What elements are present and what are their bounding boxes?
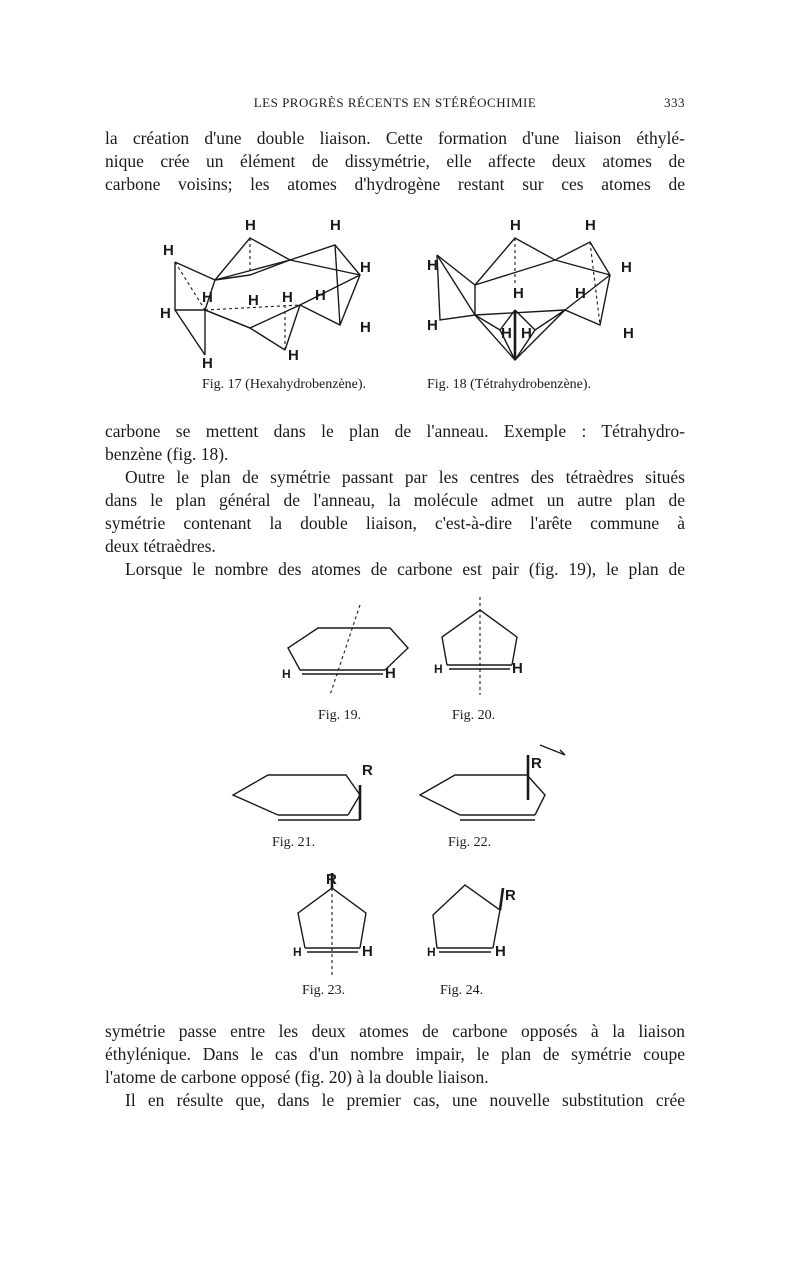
hydrogen-label: H	[513, 285, 524, 302]
running-head	[105, 95, 685, 115]
substituent-label: R	[326, 871, 337, 888]
text-line: dans le plan général de l'anneau, la molécule admet un autre plan de	[105, 490, 685, 510]
hydrogen-label: H	[293, 945, 302, 959]
hydrogen-label: H	[575, 285, 586, 302]
text-line: symétrie passe entre les deux atomes de carbone opposés à la liaison	[105, 1021, 685, 1041]
figure-22-diagram	[415, 740, 575, 830]
hydrogen-label: H	[202, 355, 213, 372]
hydrogen-label: H	[427, 945, 436, 959]
hydrogen-label: H	[427, 317, 438, 334]
hydrogen-label: H	[315, 287, 326, 304]
text-line: carbone voisins; les atomes d'hydrogène restant sur ces atomes de	[105, 174, 685, 194]
text-line: nique crée un élément de dissymétrie, elle affecte deux atomes de	[105, 151, 685, 171]
hydrogen-label: H	[623, 325, 634, 342]
hydrogen-label: H	[160, 305, 171, 322]
text-line: la création d'une double liaison. Cette formation d'une liaison éthylé-	[105, 128, 685, 148]
text-line: deux tétraèdres.	[105, 536, 216, 556]
figure-24-caption: Fig. 24.	[440, 983, 484, 998]
text-line: symétrie contenant la double liaison, c'est-à-dire l'arête commune à	[105, 513, 685, 533]
paragraph-2	[105, 420, 685, 466]
hydrogen-label: H	[521, 325, 532, 342]
hydrogen-label: H	[510, 217, 521, 234]
hydrogen-label: H	[202, 289, 213, 306]
text-line: benzène (fig. 18).	[105, 444, 229, 464]
page-number: 333	[664, 95, 685, 110]
figure-22-caption: Fig. 22.	[448, 835, 492, 850]
text-line: Outre le plan de symétrie passant par les centres des tétraèdres situés	[125, 467, 685, 487]
hydrogen-label: H	[585, 217, 596, 234]
substituent-label: R	[531, 755, 542, 772]
figure-23-caption: Fig. 23.	[302, 983, 346, 998]
paragraph-3	[105, 466, 685, 558]
figure-24-diagram	[425, 870, 525, 970]
hydrogen-label: H	[621, 259, 632, 276]
figure-20-diagram	[432, 595, 532, 700]
hydrogen-label: H	[282, 289, 293, 306]
figure-20-caption: Fig. 20.	[452, 708, 496, 723]
figure-17-caption: Fig. 17 (Hexahydrobenzène).	[202, 377, 367, 392]
figure-18-caption: Fig. 18 (Tétrahydrobenzène).	[427, 377, 592, 392]
text-line: Lorsque le nombre des atomes de carbone est pair (fig. 19), le plan de	[125, 559, 685, 579]
hydrogen-label: H	[495, 943, 506, 960]
running-title: LES PROGRÈS RÉCENTS EN STÉRÉOCHIMIE	[253, 95, 537, 110]
hydrogen-label: H	[362, 943, 373, 960]
hydrogen-label: H	[288, 347, 299, 364]
hydrogen-label: H	[163, 242, 174, 259]
substituent-label: R	[505, 887, 516, 904]
hydrogen-label: H	[512, 660, 523, 677]
text-line: Il en résulte que, dans le premier cas, une nouvelle substitution crée	[125, 1090, 685, 1110]
text-line: l'atome de carbone opposé (fig. 20) à la double liaison.	[105, 1067, 489, 1087]
figure-18-diagram	[425, 210, 650, 375]
figure-19-diagram	[280, 600, 420, 700]
hydrogen-label: H	[248, 292, 259, 309]
paragraph-1	[105, 127, 685, 196]
text-line: éthylénique. Dans le cas d'un nombre impair, le plan de symétrie coupe	[105, 1044, 685, 1064]
hydrogen-label: H	[360, 319, 371, 336]
figure-23-diagram	[290, 868, 380, 983]
figure-19-caption: Fig. 19.	[318, 708, 362, 723]
paragraph-6	[105, 1089, 685, 1112]
substituent-label: R	[362, 762, 373, 779]
hydrogen-label: H	[501, 325, 512, 342]
hydrogen-label: H	[434, 662, 443, 676]
paragraph-5	[105, 1020, 685, 1089]
hydrogen-label: H	[385, 665, 396, 682]
hydrogen-label: H	[282, 667, 291, 681]
figure-17-diagram	[160, 210, 390, 375]
figure-21-diagram	[228, 760, 378, 830]
hydrogen-label: H	[360, 259, 371, 276]
hydrogen-label: H	[427, 257, 438, 274]
text-line: carbone se mettent dans le plan de l'anneau. Exemple : Tétrahydro-	[105, 421, 685, 441]
hydrogen-label: H	[330, 217, 341, 234]
paragraph-4	[105, 558, 685, 581]
hydrogen-label: H	[245, 217, 256, 234]
figure-21-caption: Fig. 21.	[272, 835, 316, 850]
